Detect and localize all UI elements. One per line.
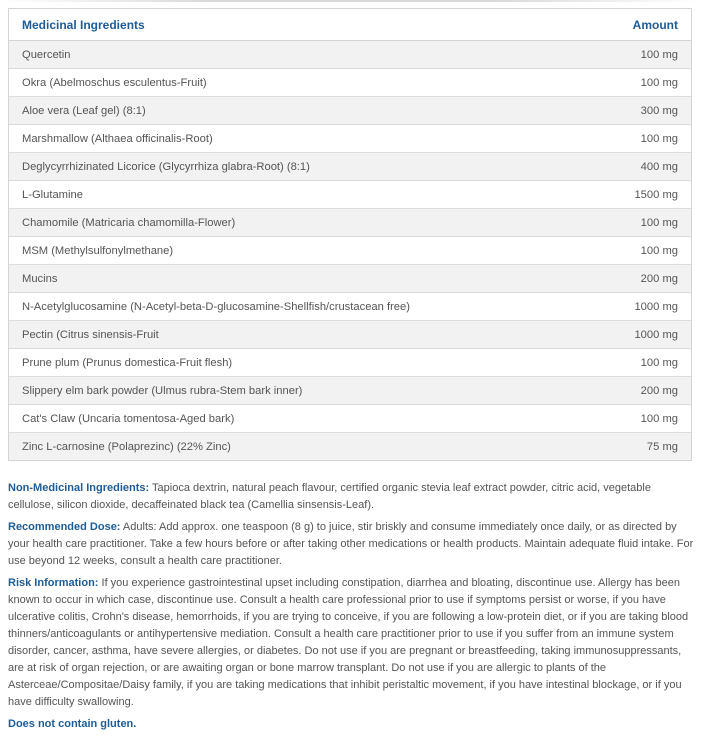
ingredient-name: Deglycyrrhizinated Licorice (Glycyrrhiza glabra-Root) (8:1) bbox=[9, 153, 591, 181]
ingredient-name: Aloe vera (Leaf gel) (8:1) bbox=[9, 97, 591, 125]
ingredient-amount: 1000 mg bbox=[591, 321, 691, 349]
ingredient-name: Slippery elm bark powder (Ulmus rubra-Stem bark inner) bbox=[9, 377, 591, 405]
table-row bbox=[9, 181, 691, 209]
table-row bbox=[9, 265, 691, 293]
ingredient-name: Zinc L-carnosine (Polaprezinc) (22% Zinc) bbox=[9, 433, 591, 461]
ingredient-amount: 75 mg bbox=[591, 433, 691, 461]
ingredient-amount: 100 mg bbox=[591, 349, 691, 377]
ingredient-name: Cat's Claw (Uncaria tomentosa-Aged bark) bbox=[9, 405, 591, 433]
non-medicinal-label: Non-Medicinal Ingredients: bbox=[8, 482, 150, 494]
recommended-dose-label: Recommended Dose: bbox=[8, 521, 121, 533]
ingredient-amount: 100 mg bbox=[591, 209, 691, 237]
ingredient-amount: 100 mg bbox=[591, 237, 691, 265]
table-row bbox=[9, 41, 691, 69]
table-row bbox=[9, 405, 691, 433]
ingredient-name: N-Acetylglucosamine (N-Acetyl-beta-D-glucosamine-Shellfish/crustacean free) bbox=[9, 293, 591, 321]
ingredient-name: Prune plum (Prunus domestica-Fruit flesh) bbox=[9, 349, 591, 377]
ingredient-amount: 100 mg bbox=[591, 41, 691, 69]
ingredient-name: Mucins bbox=[9, 265, 591, 293]
ingredient-amount: 1500 mg bbox=[591, 181, 691, 209]
non-medicinal-text: Tapioca dextrin, natural peach flavour, certified organic stevia leaf extract powder, citric acid, vegetable cellulose, silicon dioxide, decaffeinated black tea (Camellia sinsensis-Leaf). bbox=[8, 482, 651, 511]
ingredient-name: MSM (Methylsulfonylmethane) bbox=[9, 237, 591, 265]
recommended-dose-text: Adults: Add approx. one teaspoon (8 g) to juice, stir briskly and consume immediately once daily, or as directed by your health care practitioner. Take a few hours before or after taking other medications or health products. Maintain adequate fluid intake. For use beyond 12 weeks, consult a health care practitioner. bbox=[8, 521, 694, 567]
table-row bbox=[9, 321, 691, 349]
ingredient-amount: 400 mg bbox=[591, 153, 691, 181]
ingredient-name: Chamomile (Matricaria chamomilla-Flower) bbox=[9, 209, 591, 237]
ingredient-name: L-Glutamine bbox=[9, 181, 591, 209]
ingredient-amount: 200 mg bbox=[591, 265, 691, 293]
ingredients-table bbox=[9, 9, 691, 460]
column-header-ingredient: Medicinal Ingredients bbox=[9, 9, 591, 41]
risk-information bbox=[8, 575, 694, 711]
table-row bbox=[9, 125, 691, 153]
table-row bbox=[9, 377, 691, 405]
ingredient-name: Marshmallow (Althaea officinalis-Root) bbox=[9, 125, 591, 153]
ingredient-amount: 1000 mg bbox=[591, 293, 691, 321]
table-body bbox=[9, 41, 691, 461]
table-header-row bbox=[9, 9, 691, 41]
ingredient-amount: 200 mg bbox=[591, 377, 691, 405]
recommended-dose bbox=[8, 519, 694, 570]
ingredient-amount: 300 mg bbox=[591, 97, 691, 125]
table-row bbox=[9, 349, 691, 377]
ingredients-table-container bbox=[8, 8, 692, 461]
table-row bbox=[9, 97, 691, 125]
risk-information-label: Risk Information: bbox=[8, 577, 99, 589]
table-row bbox=[9, 237, 691, 265]
table-row bbox=[9, 293, 691, 321]
gluten-note: Does not contain gluten. bbox=[8, 718, 137, 730]
ingredient-amount: 100 mg bbox=[591, 405, 691, 433]
product-notes bbox=[8, 480, 694, 738]
table-row bbox=[9, 69, 691, 97]
ingredient-amount: 100 mg bbox=[591, 125, 691, 153]
column-header-amount: Amount bbox=[591, 9, 691, 41]
top-divider bbox=[0, 0, 702, 2]
risk-information-text: If you experience gastrointestinal upset including constipation, diarrhea and bloating, discontinue use. Allergy has been known to occur in which case, discontinue use. Consult a health care professional prior to use if symptoms persist or worse, if you have ulcerative colitis, Crohn's disease, hemorrhoids, if you are trying to conceive, if you are following a low-protein diet, or if you are taking blood thinners/anticoagulants or antihypertensive mediation. Consult a health care practitioner prior to use if you suffer from an immune system disorder, cancer, asthma, have severe allergies, or diabetes. Do not use if you are pregnant or breastfeeding, taking immunosuppressants, are at risk of organ rejection, or are awaiting organ or bone marrow transplant. Do not use if you are allergic to plants of the Asterceae/Compositae/Daisy family, if you are taking medications that inhibit peristaltic movement, if you have intestinal blockage, or if you have difficulty swallowing. bbox=[8, 577, 689, 708]
ingredient-name: Pectin (Citrus sinensis-Fruit bbox=[9, 321, 591, 349]
table-row bbox=[9, 209, 691, 237]
non-medicinal-ingredients bbox=[8, 480, 694, 514]
table-row bbox=[9, 153, 691, 181]
ingredient-amount: 100 mg bbox=[591, 69, 691, 97]
ingredient-name: Quercetin bbox=[9, 41, 591, 69]
ingredient-name: Okra (Abelmoschus esculentus-Fruit) bbox=[9, 69, 591, 97]
table-row bbox=[9, 433, 691, 461]
